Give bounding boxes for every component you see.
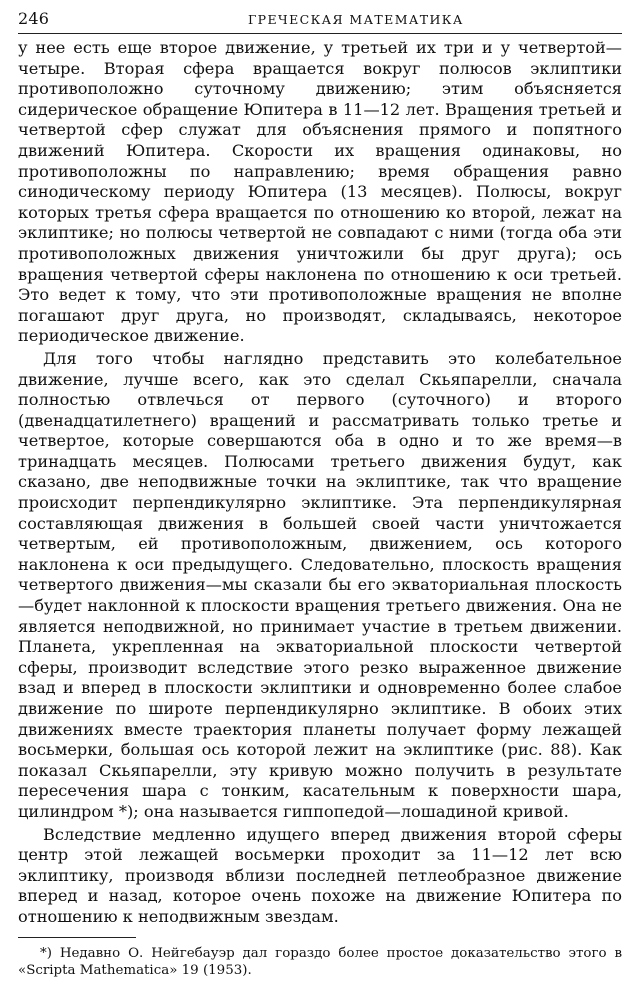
footnote-rule bbox=[18, 937, 136, 938]
paragraph-1: у нее есть еще второе движение, у третьей их три и у четвертой—четыре. Вторая сфера вращается вокруг полюсов эклиптики противоположно суточному движению; этим объясняется сидерическое обращение Юпитера в 11—12 лет. Вращения третьей и четвертой сфер служат для объяснения прямого и попятного движений Юпитера. Скорости их вращения одинаковы, но противоположны по направлению; время обращения равно синодическому периоду Юпитера (13 месяцев). Полюсы, вокруг которых третья сфера вращается по отношению ко второй, лежат на эклиптике; но полюсы четвертой не совпадают с ними (тогда оба эти противоположных движения уничтожили бы друг друга); ось вращения четвертой сферы наклонена по отношению к оси третьей. Это ведет к тому, что эти противоположные вращения не вполне погашают друг друга, но производят, складываясь, некоторое периодическое движение. bbox=[18, 38, 622, 346]
paragraph-3: Вследствие медленно идущего вперед движения второй сферы центр этой лежащей восьмерки проходит за 11—12 лет всю эклиптику, производя вблизи последней петлеобразное движение вперед и назад, которое очень похоже на движение Юпитера по отношению к неподвижным звездам. bbox=[18, 824, 622, 926]
paragraph-2: Для того чтобы наглядно представить это колебательное движение, лучше всего, как это сделал Скьяпарелли, сначала полностью отвлечься от первого (суточного) и второго (двенадцатилетнего) вращений и рассматривать только третье и четвертое, которые совершаются оба в одно и то же время—в тринадцать месяцев. Полюсами третьего движения будут, как сказано, две неподвижные точки на эклиптике, так что вращение происходит перпендикулярно эклиптике. Эта перпендикулярная составляющая движения в большей своей части уничтожается четвертым, ей противоположным, движением, ось которого наклонена к оси предыдущего. Следовательно, плоскость вращения четвертого движения—мы сказали бы его экваториальная плоскость—будет наклонной к плоскости вращения третьего движения. Она не является неподвижной, но принимает участие в третьем движении. Планета, укрепленная на экваториальной плоскости четвертой сферы, производит вследствие этого резко выраженное движение взад и вперед в плоскости эклиптики и одновременно более слабое движение по широте перпендикулярно эклиптике. В обоих этих движениях вместе траектория планеты получает форму лежащей восьмерки, большая ось которой лежит на эклиптике (рис. 88). Как показал Скьяпарелли, эту кривую можно получить в результате пересечения шара с тонким, касательным к поверхности шара, цилиндром *); она называется гиппопедой—лошадиной кривой. bbox=[18, 348, 622, 821]
running-title: ГРЕЧЕСКАЯ МАТЕМАТИКА bbox=[248, 12, 464, 27]
page-number: 246 bbox=[18, 9, 50, 28]
page-header bbox=[18, 9, 622, 31]
footnote: *) Недавно О. Нейгебауэр дал гораздо более простое доказательство этого в «Scripta Mathematica» 19 (1953). bbox=[18, 946, 622, 978]
body-text bbox=[18, 38, 622, 930]
header-rule bbox=[18, 33, 622, 34]
